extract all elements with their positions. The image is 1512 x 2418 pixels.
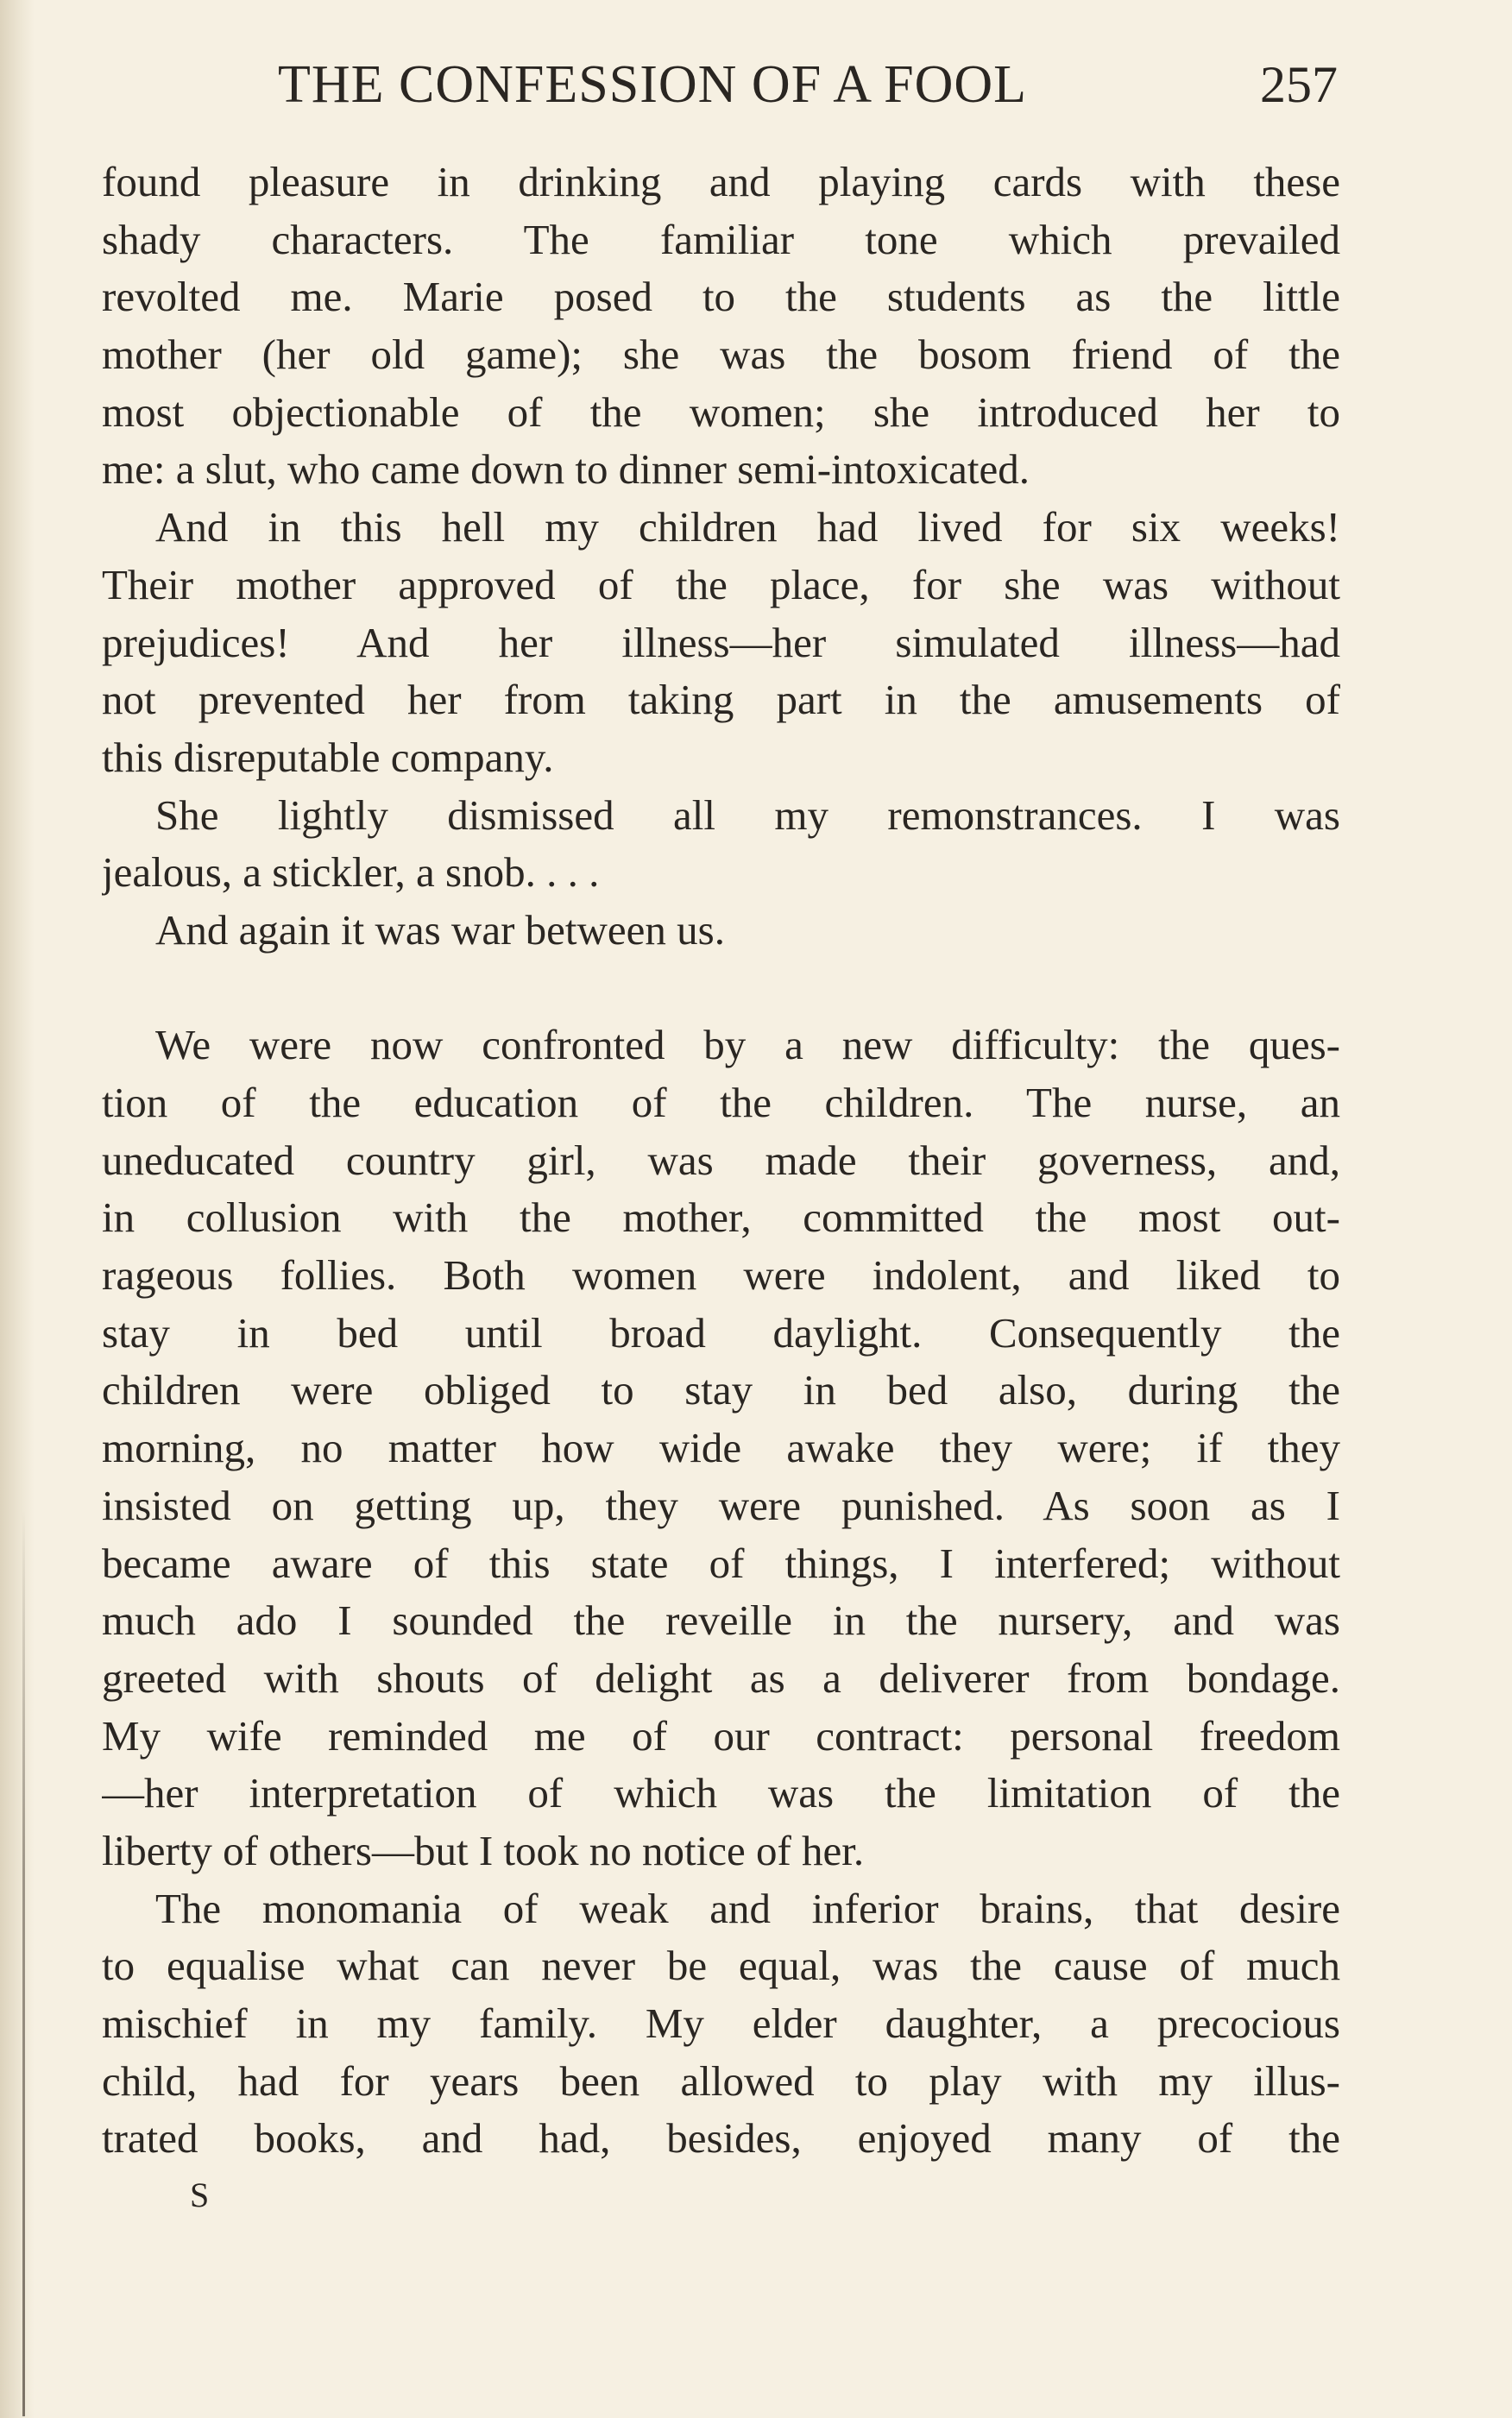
text-line: shady characters. The familiar tone which prevailed — [102, 215, 1340, 263]
text-line: much ado I sounded the reveille in the nursery, and was — [102, 1596, 1340, 1645]
text-line: most objectionable of the women; she introduced her to — [102, 387, 1340, 436]
text-line: My wife reminded me of our contract: personal freedom — [102, 1711, 1340, 1760]
text-line: stay in bed until broad daylight. Consequently the — [102, 1308, 1340, 1357]
text-line: And in this hell my children had lived for six weeks! — [155, 503, 1340, 551]
text-line: greeted with shouts of delight as a deliverer from bondage. — [102, 1653, 1340, 1702]
text-line: revolted me. Marie posed to the students as the little — [102, 273, 1340, 321]
text-line: became aware of this state of things, I interfered; without — [102, 1539, 1340, 1587]
text-line: liberty of others—but I took no notice of her. — [102, 1826, 865, 1874]
body-text — [102, 154, 1340, 2168]
paragraph-gap — [102, 960, 1340, 1017]
text-line: mother (her old game); she was the bosom friend of the — [102, 331, 1340, 379]
text-line: prejudices! And her illness—her simulated illness—had — [102, 618, 1340, 666]
text-line: morning, no matter how wide awake they were; if they — [102, 1424, 1340, 1472]
text-line: me: a slut, who came down to dinner semi-intoxicated. — [102, 445, 1030, 494]
text-line: uneducated country girl, was made their governess, and, — [102, 1136, 1340, 1184]
text-line: And again it was war between us. — [155, 905, 725, 954]
text-line: in collusion with the mother, committed the most out- — [102, 1193, 1340, 1242]
page-number: 257 — [1260, 56, 1338, 113]
text-line: jealous, a stickler, a snob. . . . — [102, 848, 600, 897]
text-line: found pleasure in drinking and playing cards with these — [102, 158, 1340, 205]
text-line: children were obliged to stay in bed also, during the — [102, 1366, 1340, 1414]
text-line: The monomania of weak and inferior brains, that desire — [155, 1884, 1340, 1932]
text-line: —her interpretation of which was the limitation of the — [102, 1769, 1340, 1817]
text-line: rageous follies. Both women were indolent, and liked to — [102, 1251, 1340, 1300]
text-line: We were now confronted by a new difficulty: the ques- — [155, 1021, 1340, 1069]
text-line: mischief in my family. My elder daughter, a precocious — [102, 1999, 1340, 2047]
text-line: tion of the education of the children. The nurse, an — [102, 1079, 1340, 1126]
text-line: insisted on getting up, they were punished. As soon as I — [102, 1481, 1340, 1529]
text-line: not prevented her from taking part in the amusements of — [102, 676, 1340, 724]
text-line: child, had for years been allowed to play with my illus- — [102, 2056, 1340, 2105]
page-header — [278, 50, 1338, 119]
text-line: to equalise what can never be equal, was the cause of much — [102, 1942, 1340, 1990]
running-title: THE CONFESSION OF A FOOL — [278, 55, 1028, 114]
text-line: Their mother approved of the place, for she was without — [102, 560, 1340, 608]
binding-edge — [22, 1510, 25, 2416]
signature-mark: S — [190, 2176, 210, 2214]
text-line: this disreputable company. — [102, 733, 554, 781]
page-spine-shadow — [0, 0, 35, 2418]
text-line: She lightly dismissed all my remonstrances. I was — [155, 790, 1340, 839]
text-line: trated books, and had, besides, enjoyed many of the — [102, 2114, 1340, 2163]
